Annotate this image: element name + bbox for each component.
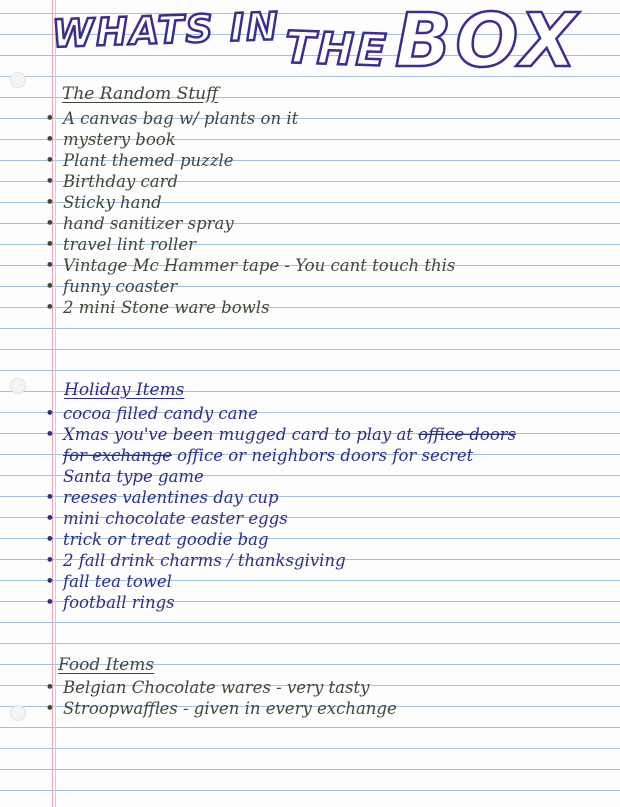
item-text: Sticky hand <box>63 193 162 212</box>
bullet: • <box>45 130 55 149</box>
item-text: Belgian Chocolate wares - very tasty <box>63 678 370 697</box>
list-item <box>45 276 455 297</box>
bullet: • <box>45 404 55 423</box>
list-item <box>45 192 455 213</box>
bullet: • <box>45 425 55 444</box>
item-text: office or neighbors doors for secret <box>171 446 474 465</box>
item-text: football rings <box>63 593 175 612</box>
item-text: travel lint roller <box>63 235 197 254</box>
title-the: THE <box>284 22 389 77</box>
item-text: 2 mini Stone ware bowls <box>63 298 270 317</box>
list-item <box>45 171 455 192</box>
random-stuff-list <box>45 108 455 318</box>
list-item <box>45 129 455 150</box>
list-item <box>45 508 516 529</box>
title-whats-in: WHATS IN <box>51 4 281 56</box>
item-text: A canvas bag w/ plants on it <box>63 109 299 128</box>
list-item <box>45 403 516 424</box>
list-item <box>45 487 516 508</box>
bullet: • <box>45 298 55 317</box>
bullet: • <box>45 214 55 233</box>
bullet: • <box>45 699 55 718</box>
bullet: • <box>45 193 55 212</box>
punch-hole <box>10 378 26 394</box>
list-item <box>45 213 455 234</box>
food-items-list <box>45 677 397 719</box>
list-item-continued <box>45 445 516 466</box>
bullet: • <box>45 509 55 528</box>
item-text: hand sanitizer spray <box>63 214 234 233</box>
list-item <box>45 592 516 613</box>
punch-hole <box>10 72 26 88</box>
list-item <box>45 698 397 719</box>
bullet: • <box>45 488 55 507</box>
section-heading-food: Food Items <box>58 655 155 675</box>
list-item <box>45 571 516 592</box>
item-text: mini chocolate easter eggs <box>63 509 288 528</box>
section-heading-random: The Random Stuff <box>62 84 219 104</box>
item-text: Vintage Mc Hammer tape - You cant touch this <box>63 256 456 275</box>
item-text: cocoa filled candy cane <box>63 404 258 423</box>
bullet: • <box>45 593 55 612</box>
list-item-continued <box>45 466 516 487</box>
bullet: • <box>45 572 55 591</box>
bullet: • <box>45 235 55 254</box>
item-text: Santa type game <box>63 467 204 486</box>
bullet: • <box>45 151 55 170</box>
bullet: • <box>45 256 55 275</box>
holiday-items-list <box>45 403 516 613</box>
list-item <box>45 150 455 171</box>
item-text: Stroopwaffles - given in every exchange <box>63 699 397 718</box>
item-text: mystery book <box>63 130 176 149</box>
item-text: Plant themed puzzle <box>63 151 234 170</box>
struck-text: for exchange <box>63 446 172 465</box>
list-item <box>45 255 455 276</box>
struck-text: office doors <box>418 425 517 444</box>
item-text: fall tea towel <box>63 572 172 591</box>
list-item <box>45 424 516 445</box>
item-text: funny coaster <box>63 277 178 296</box>
section-heading-holiday: Holiday Items <box>64 380 185 400</box>
item-text: 2 fall drink charms / thanksgiving <box>63 551 346 570</box>
bullet: • <box>45 678 55 697</box>
title-box: BOX <box>395 0 581 84</box>
item-text: Birthday card <box>63 172 179 191</box>
item-text: reeses valentines day cup <box>63 488 279 507</box>
list-item <box>45 234 455 255</box>
bullet: • <box>45 277 55 296</box>
item-text: trick or treat goodie bag <box>63 530 269 549</box>
list-item <box>45 550 516 571</box>
bullet: • <box>45 530 55 549</box>
bullet: • <box>45 109 55 128</box>
bullet: • <box>45 172 55 191</box>
bullet: • <box>45 551 55 570</box>
punch-hole <box>10 705 26 721</box>
item-text: Xmas you've been mugged card to play at <box>63 425 419 444</box>
list-item <box>45 297 455 318</box>
list-item <box>45 529 516 550</box>
list-item <box>45 677 397 698</box>
list-item <box>45 108 455 129</box>
